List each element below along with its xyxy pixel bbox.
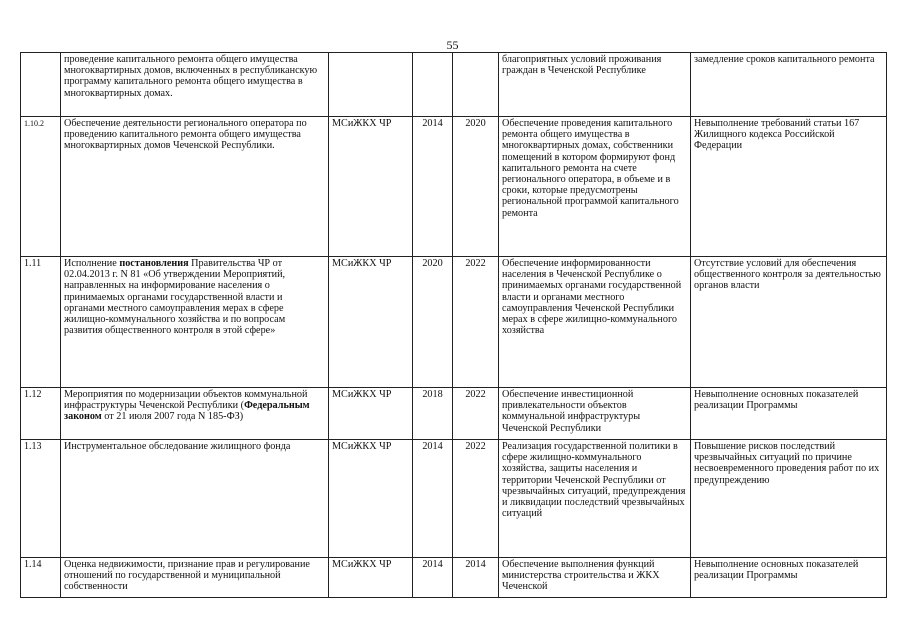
consequence-cell: Невыполнение основных показателей реализации Программы bbox=[691, 388, 887, 440]
row-number: 1.12 bbox=[21, 388, 61, 440]
result-cell: Обеспечение информированности населения в Чеченской Республике о принимаемых органами государственной власти и органами местного самоуправления Чеченской Республики мерах в сфере жилищно-коммунального хозяйства bbox=[499, 257, 691, 388]
start-year-cell bbox=[413, 53, 453, 117]
executor-cell: МСиЖКХ ЧР bbox=[329, 558, 413, 598]
result-cell: Обеспечение инвестиционной привлекательности объектов коммунальной инфраструктуры Чеченской Республики bbox=[499, 388, 691, 440]
end-year-cell: 2022 bbox=[453, 257, 499, 388]
program-table bbox=[20, 52, 887, 598]
row-number: 1.10.2 bbox=[21, 117, 61, 257]
consequence-cell: Повышение рисков последствий чрезвычайных ситуаций по причине несвоевременного проведения работ по их предупреждению bbox=[691, 440, 887, 558]
event-cell bbox=[61, 388, 329, 440]
start-year-cell: 2014 bbox=[413, 558, 453, 598]
end-year-cell: 2014 bbox=[453, 558, 499, 598]
event-cell: Оценка недвижимости, признание прав и регулирование отношений по государственной и муниципальной собственности bbox=[61, 558, 329, 598]
start-year-cell: 2018 bbox=[413, 388, 453, 440]
end-year-cell bbox=[453, 53, 499, 117]
result-cell: Обеспечение выполнения функций министерства строительства и ЖКХ Чеченской bbox=[499, 558, 691, 598]
executor-cell: МСиЖКХ ЧР bbox=[329, 257, 413, 388]
consequence-cell: Отсутствие условий для обеспечения общественного контроля за деятельностью органов власти bbox=[691, 257, 887, 388]
start-year-cell: 2020 bbox=[413, 257, 453, 388]
event-cell: Обеспечение деятельности регионального оператора по проведению капитального ремонта общего имущества многоквартирных домов Чеченской Республики. bbox=[61, 117, 329, 257]
result-cell: благоприятных условий проживания граждан в Чеченской Республике bbox=[499, 53, 691, 117]
result-cell: Обеспечение проведения капитального ремонта общего имущества в многоквартирных домах, собственники помещений в котором формируют фонд капитального ремонта на счете регионального оператора, в объеме и в сроки, которые предусмотрены региональной программой капитального ремонта bbox=[499, 117, 691, 257]
executor-cell: МСиЖКХ ЧР bbox=[329, 440, 413, 558]
table-row bbox=[21, 440, 887, 558]
consequence-cell: Невыполнение основных показателей реализации Программы bbox=[691, 558, 887, 598]
table-row bbox=[21, 53, 887, 117]
table-row bbox=[21, 388, 887, 440]
end-year-cell: 2022 bbox=[453, 388, 499, 440]
event-text: Правительства ЧР от 02.04.2013 г. N 81 «Об утверждении Мероприятий, направленных на информирование населения о принимаемых органами государственной власти и органами местного самоуправления мерах в сфере жилищно-коммунального хозяйства и по вопросам развития общественного контроля в этой сфере» bbox=[64, 258, 286, 337]
event-text: Исполнение bbox=[64, 258, 120, 269]
table-row bbox=[21, 257, 887, 388]
result-cell: Реализация государственной политики в сфере жилищно-коммунального хозяйства, защиты населения и территории Чеченской Республики от чрезвычайных ситуаций, предупреждения и ликвидации последствий чрезвычайных ситуаций bbox=[499, 440, 691, 558]
end-year-cell: 2022 bbox=[453, 440, 499, 558]
event-text: от 21 июля 2007 года N 185-ФЗ) bbox=[101, 411, 244, 423]
event-cell: Инструментальное обследование жилищного фонда bbox=[61, 440, 329, 558]
consequence-cell: замедление сроков капитального ремонта bbox=[691, 53, 887, 117]
consequence-cell: Невыполнение требований статьи 167 Жилищного кодекса Российской Федерации bbox=[691, 117, 887, 257]
table-row bbox=[21, 117, 887, 257]
event-cell bbox=[61, 257, 329, 388]
executor-cell: МСиЖКХ ЧР bbox=[329, 117, 413, 257]
event-cell: проведение капитального ремонта общего имущества многоквартирных домов, включенных в республиканскую программу капитального ремонта общего имущества в многоквартирных домах. bbox=[61, 53, 329, 117]
row-number: 1.13 bbox=[21, 440, 61, 558]
row-number bbox=[21, 53, 61, 117]
row-number: 1.14 bbox=[21, 558, 61, 598]
end-year-cell: 2020 bbox=[453, 117, 499, 257]
event-link-text: постановления bbox=[119, 258, 189, 269]
page-number: 55 bbox=[446, 38, 459, 52]
executor-cell: МСиЖКХ ЧР bbox=[329, 388, 413, 440]
executor-cell bbox=[329, 53, 413, 117]
start-year-cell: 2014 bbox=[413, 117, 453, 257]
row-number: 1.11 bbox=[21, 257, 61, 388]
table-row bbox=[21, 558, 887, 598]
event-text: Мероприятия по модернизации объектов коммунальной инфраструктуры Чеченской Республики ( bbox=[64, 389, 308, 412]
event-link-text: Федеральным законом bbox=[64, 400, 310, 423]
start-year-cell: 2014 bbox=[413, 440, 453, 558]
